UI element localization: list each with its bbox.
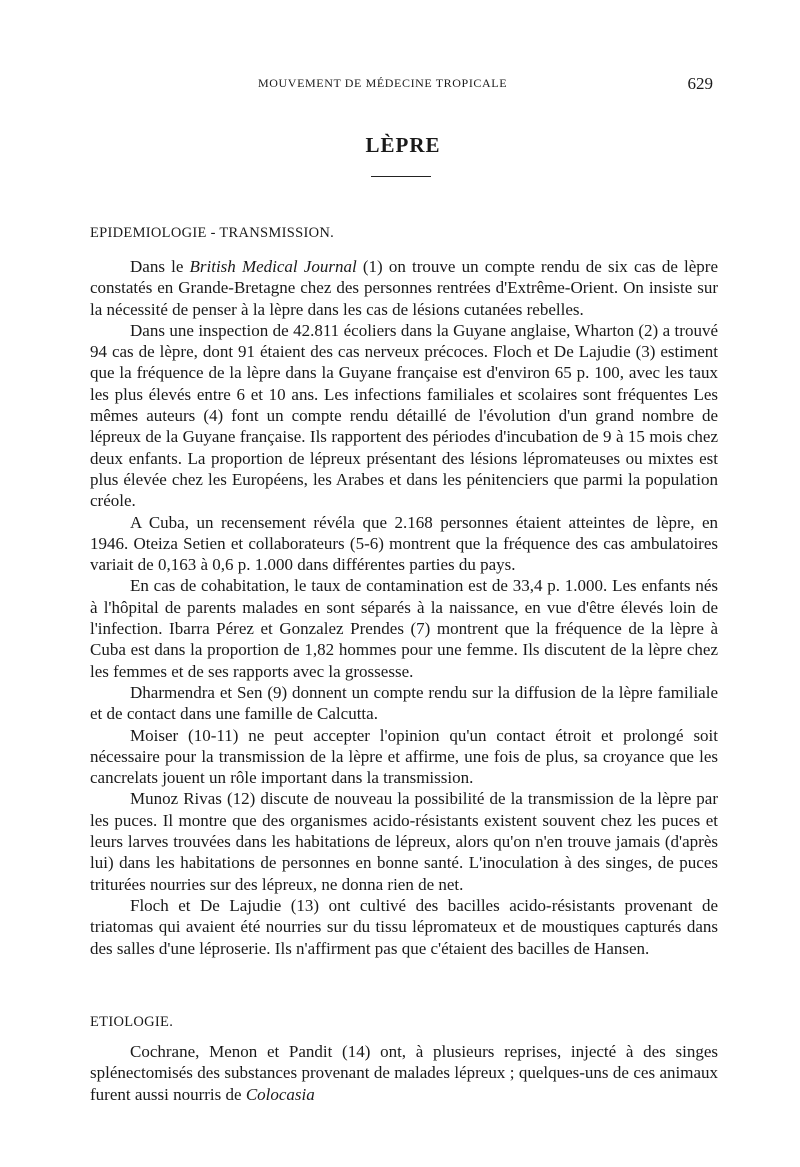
section-body-epidemiologie	[90, 256, 718, 959]
paragraph: En cas de cohabitation, le taux de contamination est de 33,4 p. 1.000. Les enfants nés à l'hôpital de parents malades en sont séparés à la naissance, en vue d'être élevés loin de l'infection. Ibarra Pérez et Gonzalez Prendes (7) montrent que la fréquence de la lèpre à Cuba est dans la proportion de 1,82 hommes pour une femme. Ils discutent de la lèpre chez les femmes et de ses rapports avec la grossesse.	[90, 576, 718, 681]
paragraph: Floch et De Lajudie (13) ont cultivé des bacilles acido-résistants provenant de triatomas qui avaient été nourries sur du tissu lépromateux et de moustiques capturés dans des salles d'une léproserie. Ils n'affirment pas que c'étaient des bacilles de Hansen.	[90, 895, 718, 958]
title-rule	[371, 176, 431, 177]
paragraph: Cochrane, Menon et Pandit (14) ont, à plusieurs reprises, injecté à des singes splénectomisés des substances provenant de malades lépreux ; quelques-uns de ces animaux furent aussi nourris de Colocasia	[90, 1042, 718, 1104]
paragraph: A Cuba, un recensement révéla que 2.168 personnes étaient atteintes de lèpre, en 1946. Oteiza Setien et collaborateurs (5-6) montrent que la fréquence des cas ambulatoires variait de 0,163 à 0,6 p. 1.000 dans différentes parties du pays.	[90, 512, 718, 575]
paragraph: Munoz Rivas (12) discute de nouveau la possibilité de la transmission de la lèpre par les puces. Il montre que des organismes acido-résistants existent souvent chez les puces et leurs larves trouvées dans les habitations de lépreux, alors qu'on n'en trouve jamais (d'après lui) dans les habitations de personnes en bonne santé. L'inoculation à des singes, de puces triturées nourries sur des lépreux, ne donna rien de net.	[90, 789, 718, 894]
paragraph: Dans le British Medical Journal (1) on trouve un compte rendu de six cas de lèpre constatés en Grande-Bretagne chez des personnes rentrées d'Extrême-Orient. On insiste sur la nécessité de penser à la lèpre dans les cas de lésions cutanées rebelles.	[90, 257, 718, 319]
paragraph: Moiser (10-11) ne peut accepter l'opinion qu'un contact étroit et prolongé soit nécessaire pour la transmission de la lèpre et affirme, une fois de plus, sa croyance que les cancrelats jouent un rôle important dans la transmission.	[90, 725, 718, 788]
paragraph: Dharmendra et Sen (9) donnent un compte rendu sur la diffusion de la lèpre familiale et de contact dans une famille de Calcutta.	[90, 682, 718, 724]
section-heading-etiologie: ETIOLOGIE.	[90, 1014, 174, 1030]
running-title: MOUVEMENT DE MÉDECINE TROPICALE	[258, 76, 508, 90]
article-title: LÈPRE	[365, 133, 441, 157]
section-heading-epidemiologie: EPIDEMIOLOGIE - TRANSMISSION.	[90, 225, 335, 241]
section-body-etiologie	[90, 1041, 718, 1105]
journal-title: British Medical Journal	[189, 257, 357, 276]
page-number: 629	[687, 74, 713, 93]
plant-name: Colocasia	[245, 1084, 315, 1104]
paragraph: Dans une inspection de 42.811 écoliers dans la Guyane anglaise, Wharton (2) a trouvé 94 cas de lèpre, dont 91 étaient des cas nerveux précoces. Floch et De Lajudie (3) estiment que la fréquence de la lèpre dans la Guyane française est d'environ 65 p. 100, avec les taux les plus élevés entre 6 et 10 ans. Les infections familiales et scolaires sont fréquentes Les mêmes auteurs (4) font un compte rendu détaillé de l'évolution d'un grand nombre de lépreux de la Guyane française. Ils rapportent des périodes d'incubation de 9 à 15 mois chez deux enfants. La proportion de lépreux présentant des lésions lépromateuses ou mixtes est plus élevée chez les Européens, les Arabes et dans les pénitenciers que parmi la population créole.	[90, 320, 718, 511]
